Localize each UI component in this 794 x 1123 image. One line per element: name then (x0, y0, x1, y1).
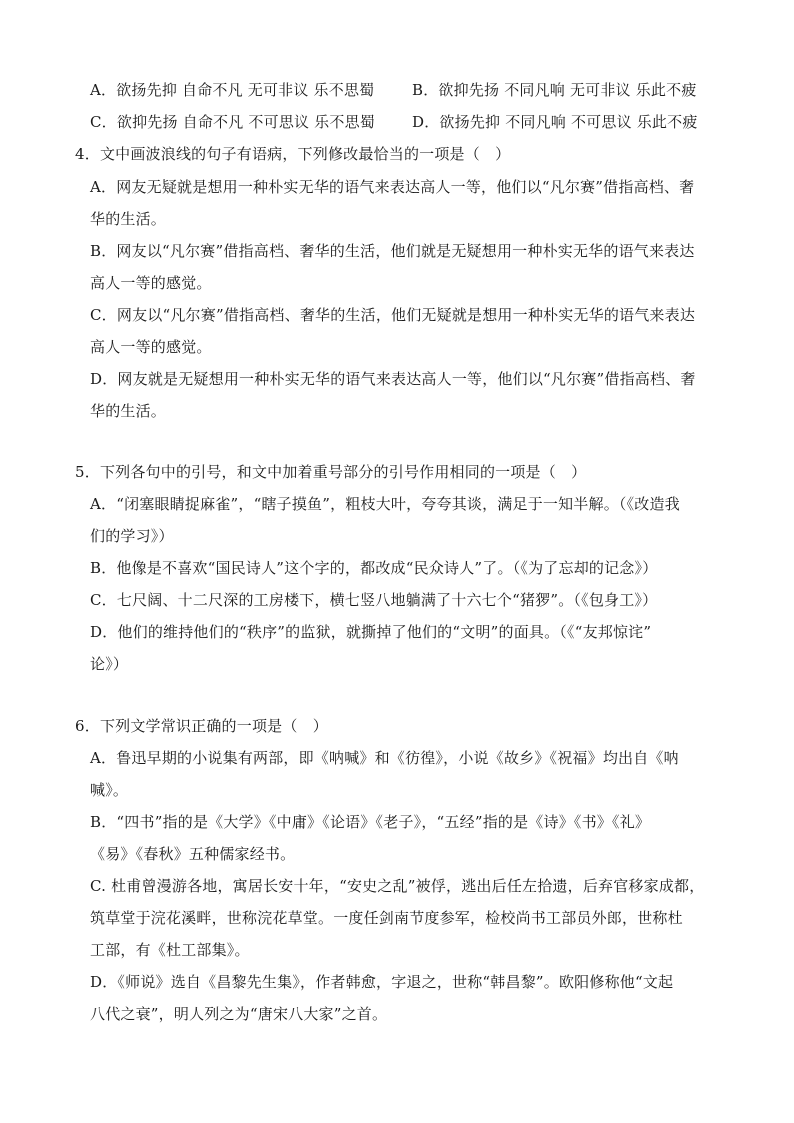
q6-option-d-line1: D．《师说》选自《昌黎先生集》，作者韩愈，字退之，世称“韩昌黎”。欧阳修称他“文起 (90, 973, 674, 991)
q5-stem: 5．下列各句中的引号，和文中加着重号部分的引号作用相同的一项是（ ） (75, 463, 587, 481)
q5-option-a-line1: A．“闭塞眼睛捉麻雀”，“瞎子摸鱼”，粗枝大叶，夸夸其谈，满足于一知半解。（《改造我 (90, 495, 680, 513)
q3-option-d: D．欲扬先抑 不同凡响 不可思议 乐此不疲 (412, 113, 698, 131)
q4-option-c-line1: C．网友以“凡尔赛”借指高档、奢华的生活，他们无疑就是想用一种朴实无华的语气来表达 (90, 306, 696, 324)
q6-option-d-line2: 八代之衰”，明人列之为“唐宋八大家”之首。 (90, 1005, 388, 1023)
q5-option-c: C．七尺阔、十二尺深的工房楼下，横七竖八地躺满了十六七个“猪猡”。（《包身工》） (90, 591, 658, 609)
q4-option-a-line2: 华的生活。 (90, 210, 167, 228)
q6-option-c-line3: 工部，有《杜工部集》。 (90, 941, 250, 959)
q4-stem: 4．文中画波浪线的句子有语病，下列修改最恰当的一项是（ ） (75, 145, 511, 163)
q3-option-c: C．欲抑先扬 自命不凡 不可思议 乐不思蜀 (90, 113, 375, 131)
q4-option-b-line2: 高人一等的感觉。 (90, 274, 212, 292)
q4-option-b-line1: B．网友以“凡尔赛”借指高档、奢华的生活，他们就是无疑想用一种朴实无华的语气来表达 (90, 242, 695, 260)
q4-option-d-line2: 华的生活。 (90, 402, 167, 420)
q6-option-c-line2: 筑草堂于浣花溪畔，世称浣花草堂。一度任剑南节度参军，检校尚书工部员外郎，世称杜 (90, 909, 683, 927)
q5-option-b: B．他像是不喜欢“国民诗人”这个字的，都改成“民众诗人”了。（《为了忘却的记念》） (90, 559, 658, 577)
q3-option-a: A．欲扬先抑 自命不凡 无可非议 乐不思蜀 (90, 81, 375, 99)
q5-option-d-line1: D．他们的维持他们的“秩序”的监狱，就撕掉了他们的“文明”的面具。（《“友邦惊诧” (90, 623, 652, 641)
q6-option-c-line1: C. 杜甫曾漫游各地，寓居长安十年，“安史之乱”被俘，逃出后任左拾遗，后弃官移家成都， (90, 877, 705, 895)
q4-option-a-line1: A．网友无疑就是想用一种朴实无华的语气来表达高人一等，他们以“凡尔赛”借指高档、奢 (90, 178, 695, 196)
q4-option-c-line2: 高人一等的感觉。 (90, 338, 212, 356)
q4-option-d-line1: D．网友就是无疑想用一种朴实无华的语气来表达高人一等，他们以“凡尔赛”借指高档、奢 (90, 370, 696, 388)
q6-option-b-line1: B．“四书”指的是《大学》《中庸》《论语》《老子》，“五经”指的是《诗》《书》《礼》 (90, 813, 651, 831)
q3-option-b: B．欲抑先扬 不同凡响 无可非议 乐此不疲 (412, 81, 697, 99)
q6-stem: 6．下列文学常识正确的一项是（ ） (75, 717, 328, 735)
q6-option-a-line2: 喊》。 (90, 781, 129, 799)
q5-option-d-line2: 论》） (90, 655, 129, 673)
q6-option-a-line1: A．鲁迅早期的小说集有两部，即《呐喊》和《彷徨》，小说《故乡》《祝福》均出自《呐 (90, 749, 679, 767)
q6-option-b-line2: 《易》《春秋》五种儒家经书。 (90, 845, 296, 863)
q5-option-a-line2: 们的学习》） (90, 527, 174, 545)
